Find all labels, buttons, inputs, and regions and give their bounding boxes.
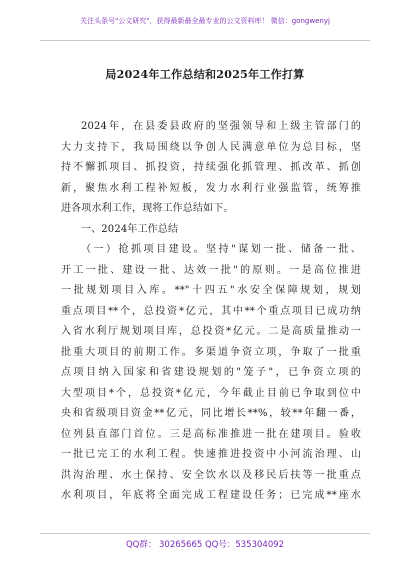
section1-line: （一）抢抓项目建设。坚持"谋划一批、储备一批、 [81,244,361,255]
footer-divider [40,533,370,534]
section-heading: 一、2024年工作总结 [81,223,179,235]
intro-paragraph [61,117,361,220]
section1-line: 批重大项目的前期工作。多渠道争资立项，争取了一批重 [61,346,361,358]
section1-line: 大型项目*个，总投资*亿元，今年截止目前已争取到位中 [61,387,361,399]
page-footer-contact: QQ群： 30265665 QQ号：535304092 [125,540,285,550]
section1-line: 点项目纳入国家和省建设规划的"笼子"，已争资立项的 [61,367,361,378]
section1-line: 央和省级项目资金**亿元，同比增长**%，较**年翻一番， [61,408,361,419]
intro-line: 2024年，在县委县政府的坚强领导和上级主管部门的 [81,121,361,132]
document-body [61,117,361,507]
section1-line: 水利项目，年底将全面完成工程建设任务；已完成**座水 [61,490,361,501]
header-divider [40,40,370,41]
section1-line: 重点项目**个，总投资*亿元，其中**个重点项目已成功纳 [61,305,361,317]
intro-line: 大力支持下，我局围绕以争创人民满意单位为总目标，坚 [61,141,361,153]
section1-line: 入省水利厅规划项目库，总投资*亿元。二是高质量推动一 [61,326,361,337]
section1-line: 一批规划项目入库。**"十四五"水安全保障规划，规划 [61,285,361,296]
section1-line: 一批已完工的水利工程。快速推进投资中小河流治理、山 [61,449,361,460]
document-title: 局2024年工作总结和2025年工作打算 [105,68,305,81]
page-header-promo: 关注头条号"公文研究"，获得最新最全最专业的公文资料库！ 微信：gongwenyj [80,17,330,25]
section1-line: 位列县直部门首位。三是高标准推进一批在建项目。验收 [61,428,361,440]
intro-line: 新，聚焦水利工程补短板，发力水利行业强监管，统筹推 [61,182,361,194]
section1-line: 开工一批、建设一批、达效一批"的原则。一是高位推进 [61,264,361,276]
section1-paragraph [61,240,361,507]
section1-line: 洪沟治理、水土保持、安全饮水以及移民后扶等一批重点 [61,469,361,481]
intro-line: 进各项水利工作，现将工作总结如下。 [61,203,234,214]
intro-line: 持不懈抓项目、抓投资，持续强化抓管理、抓改革、抓创 [61,162,361,173]
